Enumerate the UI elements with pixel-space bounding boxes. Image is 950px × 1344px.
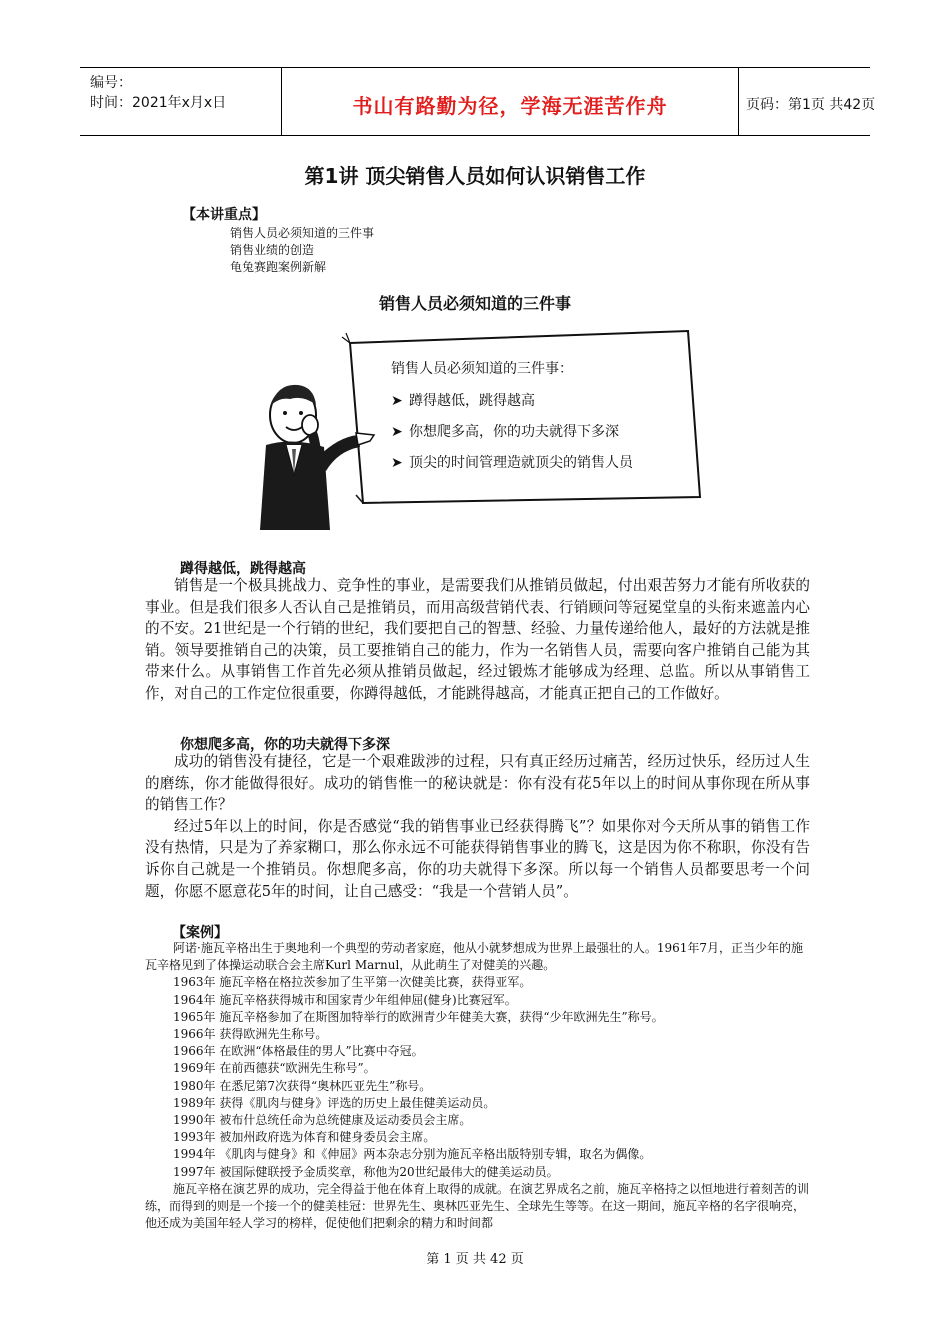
case-event: 1993年 被加州政府选为体育和健身委员会主席。 [173, 1130, 436, 1145]
focus-item: 销售人员必须知道的三件事 [230, 226, 375, 240]
case-event: 1994年 《肌肉与健身》和《伸屈》两本杂志分别为施瓦辛格出版特别专辑，取名为偶像。 [173, 1147, 652, 1162]
case-event: 1997年 被国际健联授予金质奖章，称他为20世纪最伟大的健美运动员。 [173, 1164, 559, 1179]
motto: 书山有路勤为径，学海无涯苦作舟 [352, 94, 668, 118]
header-meta [80, 68, 280, 135]
case-event: 1980年 在悉尼第7次获得“奥林匹亚先生”称号。 [173, 1078, 432, 1093]
lecture-title: 第1讲 顶尖销售人员如何认识销售工作 [304, 164, 646, 188]
case-outro: 施瓦辛格在演艺界的成功，完全得益于他在体育上取得的成就。在演艺界成名之前，施瓦辛格持之以恒地进行着刻苦的训练，而得到的则是一个接一个的健美桂冠：世界先生、奥林匹亚先生、全球先生等等。在这一期间，施瓦辛格的名字很响亮，他还成为美国年轻人学习的榜样，促使他们把剩余的精力和时间都 [145, 1181, 810, 1231]
paragraph-text: 成功的销售没有捷径，它是一个艰难跋涉的过程，只有真正经历过痛苦，经历过快乐，经历过人生的磨练，你才能做得很好。成功的销售惟一的秘诀就是：你有没有花5年以上的时间从事你现在所从事的销售工作？ [145, 753, 810, 814]
case-intro: 阿诺·施瓦辛格出生于奥地利一个典型的劳动者家庭，他从小就梦想成为世界上最强壮的人。1961年7月，正当少年的施瓦辛格见到了体操运动联合会主席Kurl Marnul，从此萌生了对健美的兴趣。 [145, 941, 803, 973]
case-event: 1964年 施瓦辛格获得城市和国家青少年组伸屈(健身)比赛冠军。 [173, 992, 517, 1007]
subheading: 蹲得越低，跳得越高 [180, 561, 306, 577]
sign-item-text: 蹲得越低，跳得越高 [409, 393, 535, 409]
bullet-arrow-icon: ➤ [391, 393, 403, 409]
focus-item: 龟兔赛跑案例新解 [230, 260, 327, 274]
page-footer: 第 1 页 共 42 页 [426, 1252, 524, 1267]
case-label: 【案例】 [172, 925, 228, 941]
sign-title: 销售人员必须知道的三件事： [391, 361, 573, 377]
case-event: 1989年 获得《肌肉与健身》评选的历史上最佳健美运动员。 [173, 1095, 496, 1110]
header-page-cell [738, 68, 876, 135]
paragraph [145, 751, 810, 902]
sign-item [391, 421, 619, 441]
page-number: 页码：第1页 共42页 [746, 97, 876, 113]
subheading: 你想爬多高，你的功夫就得下多深 [180, 737, 390, 753]
case-event: 1965年 施瓦辛格参加了在斯图加特举行的欧洲青少年健美大赛，获得“少年欧洲先生”称号。 [173, 1009, 664, 1024]
sign-card-shape [350, 331, 700, 503]
paragraph-text: 经过5年以上的时间，你是否感觉“我的销售事业已经获得腾飞”？如果你对今天所从事的销售工作没有热情，只是为了养家糊口，那么你永远不可能获得销售事业的腾飞，这是因为你不称职，你没有告诉你自己就是一个推销员。你想爬多高，你的功夫就得下多深。所以每一个销售人员都要思考一个问题，你愿不愿意花5年的时间，让自己感受：“我是一个营销人员”。 [145, 817, 810, 900]
case-event: 1963年 施瓦辛格在格拉茨参加了生平第一次健美比赛，获得亚军。 [173, 975, 532, 990]
bullet-arrow-icon: ➤ [391, 455, 403, 471]
section-title: 销售人员必须知道的三件事 [378, 294, 571, 313]
focus-item: 销售业绩的创造 [230, 243, 315, 257]
header-motto-cell [281, 68, 739, 135]
case-event: 1966年 获得欧洲先生称号。 [173, 1027, 328, 1042]
focus-label: 【本讲重点】 [182, 207, 266, 223]
sign-item [391, 390, 535, 410]
sign-item-text: 顶尖的时间管理造就顶尖的销售人员 [409, 455, 633, 471]
sign-item [391, 452, 633, 472]
case-event: 1966年 在欧洲“体格最佳的男人”比赛中夺冠。 [173, 1044, 424, 1059]
document-number-label: 编号： [90, 75, 132, 91]
case-event: 1969年 在前西德获“欧洲先生称号”。 [173, 1061, 376, 1076]
case-event: 1990年 被布什总统任命为总统健康及运动委员会主席。 [173, 1113, 472, 1128]
case-body [145, 940, 810, 1232]
sign-item-text: 你想爬多高，你的功夫就得下多深 [409, 424, 619, 440]
paragraph-text: 销售是一个极具挑战力、竞争性的事业，是需要我们从推销员做起，付出艰苦努力才能有所收获的事业。但是我们很多人否认自己是推销员，而用高级营销代表、行销顾问等冠冕堂皇的头衔来遮盖内心的不安。21世纪是一个行销的世纪，我们要把自己的智慧、经验、力量传递给他人，最好的方法就是推销。领导要推销自己的决策，员工要推销自己的能力，作为一名销售人员，需要向客户推销自己能为其带来什么。从事销售工作首先必须从推销员做起，经过锻炼才能够成为经理、总监。所以从事销售工作，对自己的工作定位很重要，你蹲得越低，才能跳得越高，才能真正把自己的工作做好。 [145, 577, 810, 702]
bullet-arrow-icon: ➤ [391, 424, 403, 440]
page-header [80, 67, 876, 136]
paragraph [145, 575, 810, 705]
document-date: 时间：2021年x月x日 [90, 95, 227, 111]
